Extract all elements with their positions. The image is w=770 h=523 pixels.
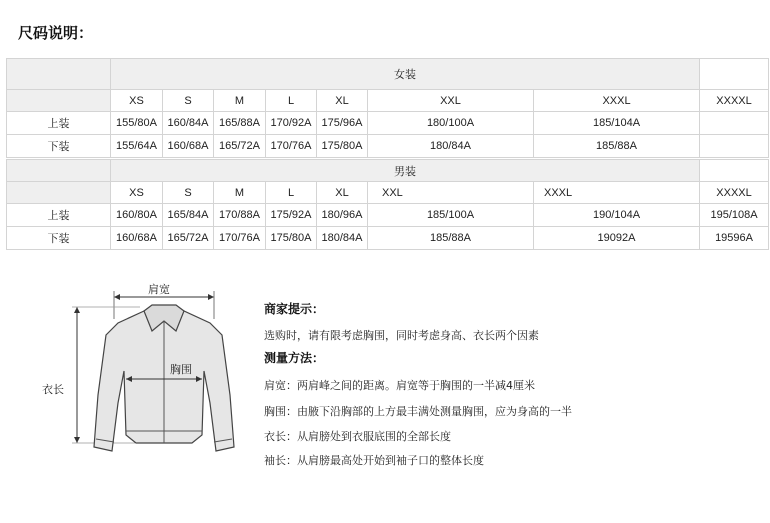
size-header: M xyxy=(214,182,266,204)
size-header: XS xyxy=(111,90,163,112)
size-cell: 165/88A xyxy=(214,112,266,135)
size-cell: 180/84A xyxy=(368,135,534,158)
size-cell: 190/104A xyxy=(534,204,700,227)
size-header: XXL xyxy=(368,182,534,204)
chest-label: 胸围 xyxy=(170,363,192,376)
chest-instruction: 胸围：由腋下沿胸部的上方最丰满处测量胸围，应为身高的一半 xyxy=(264,405,572,418)
size-header: S xyxy=(163,182,214,204)
size-cell: 175/80A xyxy=(266,227,317,250)
size-cell: 175/92A xyxy=(266,204,317,227)
size-guide-title: 尺码说明： xyxy=(18,24,94,42)
size-header: XXXXL xyxy=(700,90,769,112)
jacket-measurement-diagram xyxy=(40,275,240,470)
empty-cell xyxy=(700,160,769,182)
row-label: 下装 xyxy=(7,135,111,158)
size-cell: 165/72A xyxy=(163,227,214,250)
empty-cell xyxy=(700,59,769,90)
size-cell: 185/88A xyxy=(368,227,534,250)
size-cell: 185/104A xyxy=(534,112,700,135)
size-cell: 165/84A xyxy=(163,204,214,227)
size-header: XL xyxy=(317,182,368,204)
size-cell: 170/92A xyxy=(266,112,317,135)
jacket-illustration xyxy=(40,275,240,470)
corner-cell xyxy=(7,182,111,204)
size-header: XXL xyxy=(368,90,534,112)
size-cell: 160/84A xyxy=(163,112,214,135)
size-header: L xyxy=(266,90,317,112)
corner-cell xyxy=(7,59,111,90)
size-cell: 170/76A xyxy=(214,227,266,250)
size-cell: 19092A xyxy=(534,227,700,250)
length-label: 衣长 xyxy=(42,383,64,396)
size-cell xyxy=(700,135,769,158)
size-header: XL xyxy=(317,90,368,112)
size-header: S xyxy=(163,90,214,112)
merchant-tips-text: 选购时，请有限考虑胸围，同时考虑身高、衣长两个因素 xyxy=(264,329,539,342)
measurement-method-heading: 测量方法： xyxy=(264,351,325,365)
size-cell: 155/64A xyxy=(111,135,163,158)
row-label: 上装 xyxy=(7,112,111,135)
men-category-label: 男装 xyxy=(111,160,700,182)
size-cell: 185/100A xyxy=(368,204,534,227)
size-cell: 160/68A xyxy=(111,227,163,250)
size-header: M xyxy=(214,90,266,112)
size-header: XXXL xyxy=(534,90,700,112)
size-cell: 155/80A xyxy=(111,112,163,135)
size-cell: 170/76A xyxy=(266,135,317,158)
corner-cell xyxy=(7,90,111,112)
row-label: 下装 xyxy=(7,227,111,250)
size-cell: 175/96A xyxy=(317,112,368,135)
women-size-table xyxy=(6,58,769,158)
size-cell: 180/84A xyxy=(317,227,368,250)
size-cell xyxy=(700,112,769,135)
size-cell: 175/80A xyxy=(317,135,368,158)
merchant-tips-heading: 商家提示： xyxy=(264,302,325,316)
size-cell: 195/108A xyxy=(700,204,769,227)
row-label: 上装 xyxy=(7,204,111,227)
sleeve-instruction: 袖长：从肩膀最高处开始到袖子口的整体长度 xyxy=(264,454,484,467)
shoulder-width-label: 肩宽 xyxy=(148,283,170,296)
size-cell: 160/80A xyxy=(111,204,163,227)
size-cell: 165/72A xyxy=(214,135,266,158)
size-cell: 160/68A xyxy=(163,135,214,158)
corner-cell xyxy=(7,160,111,182)
size-header: XXXXL xyxy=(700,182,769,204)
size-header: XS xyxy=(111,182,163,204)
size-cell: 185/88A xyxy=(534,135,700,158)
size-cell: 170/88A xyxy=(214,204,266,227)
size-cell: 180/96A xyxy=(317,204,368,227)
size-header: XXXL xyxy=(534,182,700,204)
size-cell: 180/100A xyxy=(368,112,534,135)
size-cell: 19596A xyxy=(700,227,769,250)
size-header: L xyxy=(266,182,317,204)
length-instruction: 衣长：从肩膀处到衣服底围的全部长度 xyxy=(264,430,451,443)
women-category-label: 女装 xyxy=(111,59,700,90)
shoulder-instruction: 肩宽：两肩峰之间的距离。肩宽等于胸围的一半减4厘米 xyxy=(264,379,535,392)
men-size-table xyxy=(6,159,769,250)
